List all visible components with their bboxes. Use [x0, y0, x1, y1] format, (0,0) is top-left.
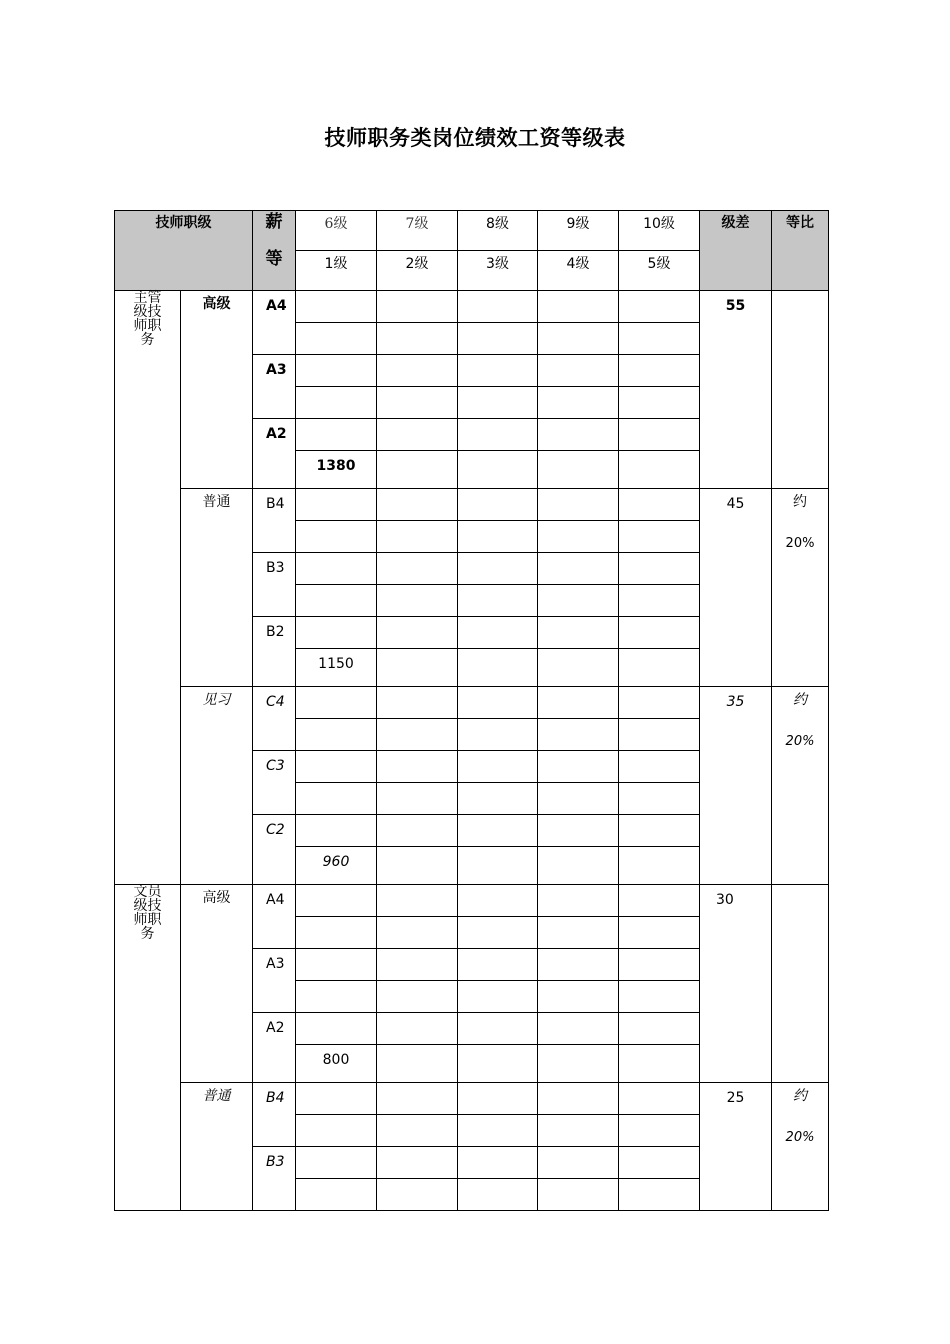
rank-name: 高级	[181, 885, 253, 1083]
base-salary: 800	[296, 1045, 377, 1083]
rank-name: 普通	[181, 1083, 253, 1211]
grade-code: B4	[253, 489, 296, 553]
base-salary: 1150	[296, 649, 377, 687]
header-step: 5级	[619, 251, 700, 291]
grade-diff: 30	[700, 885, 772, 1083]
grade-code: B3	[253, 1147, 296, 1211]
grade-code: C3	[253, 751, 296, 815]
header-step: 1级	[296, 251, 377, 291]
header-step: 9级	[538, 211, 619, 251]
grade-code: A4	[253, 291, 296, 355]
grade-diff: 25	[700, 1083, 772, 1211]
header-step: 8级	[458, 211, 538, 251]
category-cell: 文员 级技 师职 务	[115, 885, 181, 1211]
rank-name: 普通	[181, 489, 253, 687]
header-salary-grade: 薪 等	[253, 211, 296, 291]
grade-ratio: 约 20%	[772, 687, 829, 885]
grade-code: B3	[253, 553, 296, 617]
header-step: 4级	[538, 251, 619, 291]
category-cell: 主管 级技 师职 务	[115, 291, 181, 885]
grade-code: A3	[253, 949, 296, 1013]
grade-code: A2	[253, 419, 296, 489]
rank-name: 高级	[181, 291, 253, 489]
header-step: 7级	[377, 211, 458, 251]
salary-grade-table	[114, 210, 829, 1211]
header-step: 6级	[296, 211, 377, 251]
grade-diff: 35	[700, 687, 772, 885]
grade-ratio: 约 20%	[772, 489, 829, 687]
base-salary: 960	[296, 847, 377, 885]
grade-code: C2	[253, 815, 296, 885]
base-salary: 1380	[296, 451, 377, 489]
header-step: 2级	[377, 251, 458, 291]
grade-code: C4	[253, 687, 296, 751]
header-diff: 级差	[700, 211, 772, 291]
grade-ratio: 约 20%	[772, 1083, 829, 1211]
grade-code: B2	[253, 617, 296, 687]
header-step: 3级	[458, 251, 538, 291]
grade-code: B4	[253, 1083, 296, 1147]
grade-code: A3	[253, 355, 296, 419]
grade-code: A2	[253, 1013, 296, 1083]
grade-diff: 45	[700, 489, 772, 687]
header-step: 10级	[619, 211, 700, 251]
page-title: 技师职务类岗位绩效工资等级表	[324, 126, 626, 150]
header-job-level: 技师职级	[115, 211, 253, 291]
header-ratio: 等比	[772, 211, 829, 291]
grade-code: A4	[253, 885, 296, 949]
rank-name: 见习	[181, 687, 253, 885]
grade-diff: 55	[700, 291, 772, 489]
